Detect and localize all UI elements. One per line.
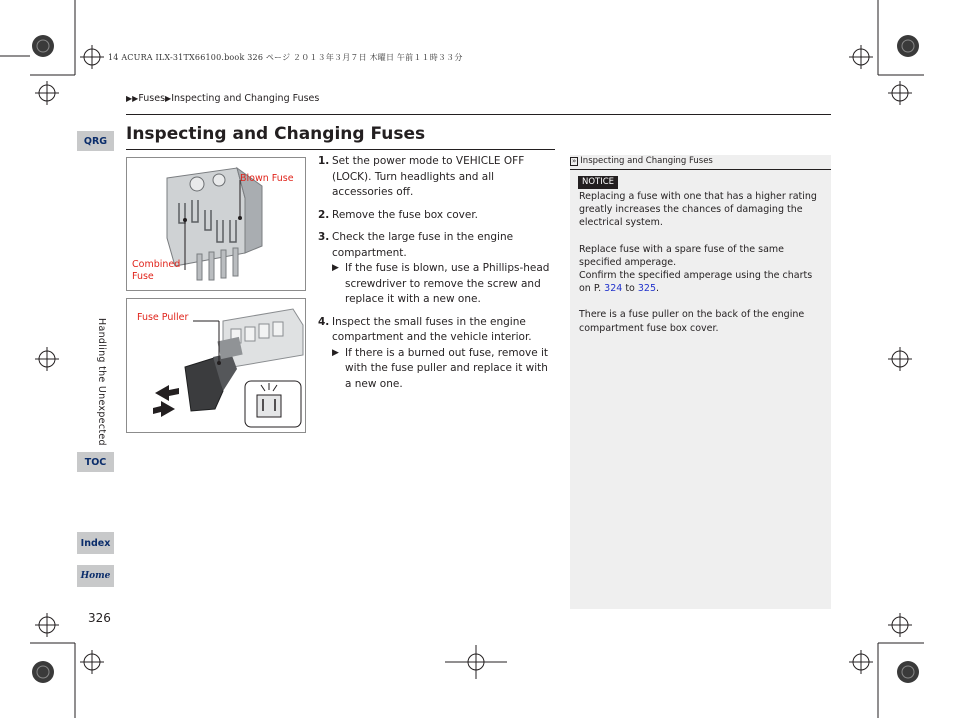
step-text: Set the power mode to VEHICLE OFF (LOCK). Turn headlights and all accessories off. xyxy=(332,155,525,198)
substep-arrow-icon: ▶ xyxy=(332,347,339,358)
amperage-text-a: Replace fuse with a spare fuse of the same specified amperage. xyxy=(579,243,784,268)
sidebar-heading xyxy=(570,155,831,170)
to-word: to xyxy=(622,283,638,295)
home-tab[interactable]: Home xyxy=(77,565,114,587)
step-3-substep xyxy=(332,261,556,308)
page-link-325[interactable]: 325 xyxy=(637,283,657,295)
step-text: Remove the fuse box cover. xyxy=(332,208,479,221)
fuse-puller-note: There is a fuse puller on the back of the engine compartment fuse box cover. xyxy=(579,309,805,334)
page-title: Inspecting and Changing Fuses xyxy=(126,124,426,144)
toc-tab[interactable]: TOC xyxy=(77,452,114,472)
step-number: 2. xyxy=(318,208,330,221)
label-blown-fuse: Blown Fuse xyxy=(240,173,294,184)
step-4 xyxy=(318,315,556,393)
amperage-text-b: Confirm the specified amperage using the charts on P. xyxy=(579,270,813,295)
step-3 xyxy=(318,230,556,308)
step-text: Inspect the small fuses in the engine compartment and the vehicle interior. xyxy=(332,315,532,343)
step-text: Check the large fuse in the engine compartment. xyxy=(332,231,514,259)
substep-text: If the fuse is blown, use a Phillips-head screwdriver to remove the screw and replace it with a new one. xyxy=(345,262,550,305)
label-combined-fuse-2: Fuse xyxy=(132,271,154,282)
figure-fuse-puller xyxy=(126,298,306,433)
instruction-steps xyxy=(318,154,556,399)
index-tab[interactable]: Index xyxy=(77,532,114,554)
step-1 xyxy=(318,154,556,201)
section-label: Handling the Unexpected xyxy=(96,318,107,446)
substep-text: If there is a burned out fuse, remove it with the fuse puller and replace it with a new one. xyxy=(345,346,549,390)
reference-arrow-icon: » xyxy=(572,157,577,165)
print-header: 14 ACURA ILX-31TX66100.book 326 ページ ２０１３年３月７日 木曜日 午前１１時３３分 xyxy=(108,53,463,62)
breadcrumb xyxy=(126,93,319,104)
step-2 xyxy=(318,208,556,224)
step-4-substep xyxy=(332,346,556,393)
page-link-324[interactable]: 324 xyxy=(604,283,623,295)
amperage-paragraph xyxy=(579,243,825,296)
figure-fuse-box xyxy=(126,157,306,291)
title-rule xyxy=(126,149,555,150)
breadcrumb-arrow-icon: ▶▶ xyxy=(126,94,139,103)
breadcrumb-fuses[interactable]: Fuses xyxy=(138,93,166,104)
sidebar-note xyxy=(570,155,831,609)
step-number: 1. xyxy=(318,155,330,167)
substep-arrow-icon: ▶ xyxy=(332,263,339,273)
label-combined-fuse-1: Combined xyxy=(132,259,181,270)
period: . xyxy=(656,283,660,295)
header-rule xyxy=(126,114,831,115)
step-number: 3. xyxy=(318,231,330,243)
page-number: 326 xyxy=(88,611,111,625)
notice-text: Replacing a fuse with one that has a higher rating greatly increases the chances of damaging the electrical system. xyxy=(579,191,817,229)
qrg-tab[interactable]: QRG xyxy=(77,131,114,151)
label-fuse-puller: Fuse Puller xyxy=(137,312,189,323)
sidebar-heading-text: Inspecting and Changing Fuses xyxy=(580,156,713,166)
sidebar-body xyxy=(579,190,825,348)
step-number: 4. xyxy=(318,315,330,328)
breadcrumb-arrow-icon: ▶ xyxy=(165,94,172,103)
notice-badge: NOTICE xyxy=(578,176,618,189)
breadcrumb-current: Inspecting and Changing Fuses xyxy=(171,93,320,104)
